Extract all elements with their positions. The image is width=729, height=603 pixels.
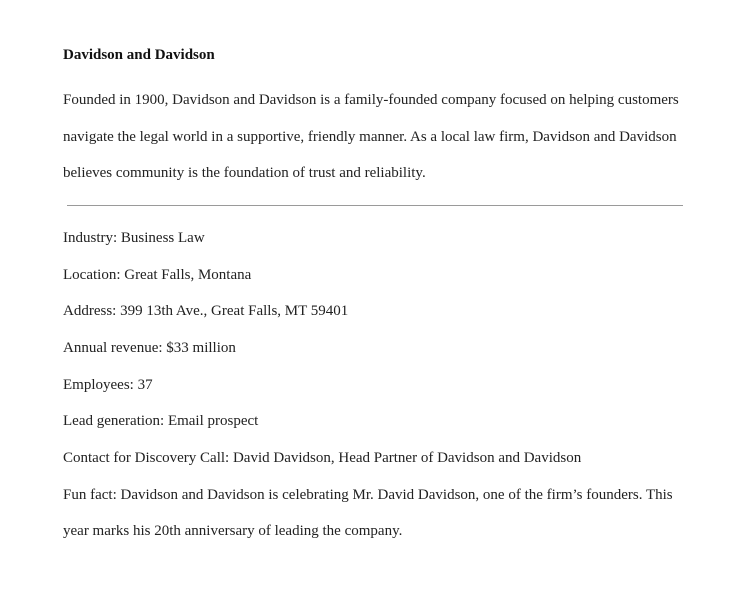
fact-address: Address: 399 13th Ave., Great Falls, MT 59401: [63, 303, 349, 320]
company-description: Founded in 1900, Davidson and Davidson is a family-founded company focused on helping customers navigate the legal world in a supportive, friendly manner. As a local law firm, Davidson and Davidson believes community is the foundation of trust and reliability.: [63, 92, 679, 182]
fact-employees: Employees: 37: [63, 376, 153, 393]
section-divider: [67, 205, 683, 206]
fact-fun-fact: Fun fact: Davidson and Davidson is celebrating Mr. David Davidson, one of the firm’s founders. This year marks his 20th anniversary of leading the company.: [63, 486, 673, 540]
fact-lead-generation: Lead generation: Email prospect: [63, 413, 259, 430]
fact-location: Location: Great Falls, Montana: [63, 266, 252, 283]
company-facts-list: [63, 229, 693, 569]
fact-discovery-contact: Contact for Discovery Call: David Davidson, Head Partner of Davidson and Davidson: [63, 450, 582, 467]
fact-industry: Industry: Business Law: [63, 230, 205, 246]
fact-annual-revenue: Annual revenue: $33 million: [63, 340, 236, 357]
company-name-heading: Davidson and Davidson: [63, 47, 215, 63]
